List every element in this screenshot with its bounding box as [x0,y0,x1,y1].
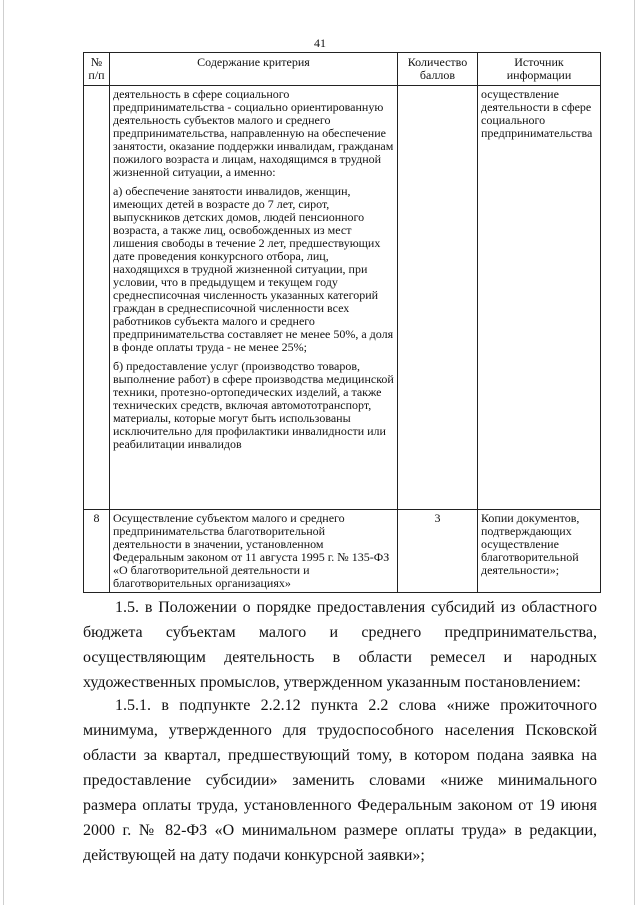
table-header-row [84,53,601,86]
criterion-intro: деятельность в сфере социального предпринимательства - социально ориентированную деятельность субъектов малого и среднего предпринимательства, направленную на обеспечение занятости, оказание поддержки инвалидам, гражданам пожилого возраста и лицам, находящимся в трудной жизненной ситуации, а именно: [113,87,394,179]
row-source: Копии документов, подтверждающих осуществление благотворительной деятельности»; [478,510,601,593]
table-row [84,86,601,510]
row-points [398,86,478,510]
row-source: осуществление деятельности в сфере социального предпринимательства [478,86,601,510]
criterion-item-b: б) предоставление услуг (производство товаров, выполнение работ) в сфере производства медицинской техники, протезно-ортопедических изделий, а также технических средств, включая автомототранспорт, материалы, которые могут быть использованы исключительно для профилактики инвалидности или реабилитации инвалидов [113,359,394,451]
table-row [84,510,601,593]
paragraph-1-5-1: 1.5.1. в подпункте 2.2.12 пункта 2.2 слова «ниже прожиточного минимума, утвержденного для трудоспособного населения Псковской области за квартал, предшествующий тому, в котором подана заявка на предоставление субсидии» заменить словами «ниже минимального размера оплаты труда, установленного Федеральным законом от 19 июня 2000 г. № 82-ФЗ «О минимальном размере оплаты труда» в редакции, действующей на дату подачи конкурсной заявки»; [83,697,597,864]
row-points: 3 [398,510,478,593]
row-content [110,86,398,510]
row-num [84,86,110,510]
paragraph-1-5: 1.5. в Положении о порядке предоставления субсидий из областного бюджета субъектам малого и среднего предпринимательства, осуществляющим деятельность в области ремесел и народных художественных промыслов, утвержденном указанным постановлением: [83,599,597,691]
header-num: № п/п [84,53,110,86]
page-number: 41 [314,36,326,50]
criterion-item-a: а) обеспечение занятости инвалидов, женщин, имеющих детей в возрасте до 7 лет, сирот, выпускников детских домов, людей пенсионного возраста, а также лиц, освобожденных из мест лишения свободы в течение 2 лет, предшествующих дате проведения конкурсного отбора, лиц, находящихся в трудной жизненной ситуации, при условии, что в предыдущем и текущем году среднесписочная численность указанных категорий граждан в среднесписочной численности всех работников субъекта малого и среднего предпринимательства составляет не менее 50%, а доля в фонде оплаты труда - не менее 25%; [113,184,394,354]
header-points: Количество баллов [398,53,478,86]
header-source: Источник информации [478,53,601,86]
scan-edge-right [634,0,635,905]
row-num: 8 [84,510,110,593]
criteria-table [83,52,601,593]
row-content: Осуществление субъектом малого и среднего предпринимательства благотворительной деятельности в значении, установленном Федеральным законом от 11 августа 1995 г. № 135-ФЗ «О благотворительной деятельности и благотворительных организациях» [110,510,398,593]
header-content: Содержание критерия [110,53,398,86]
scan-edge-left [3,0,4,905]
